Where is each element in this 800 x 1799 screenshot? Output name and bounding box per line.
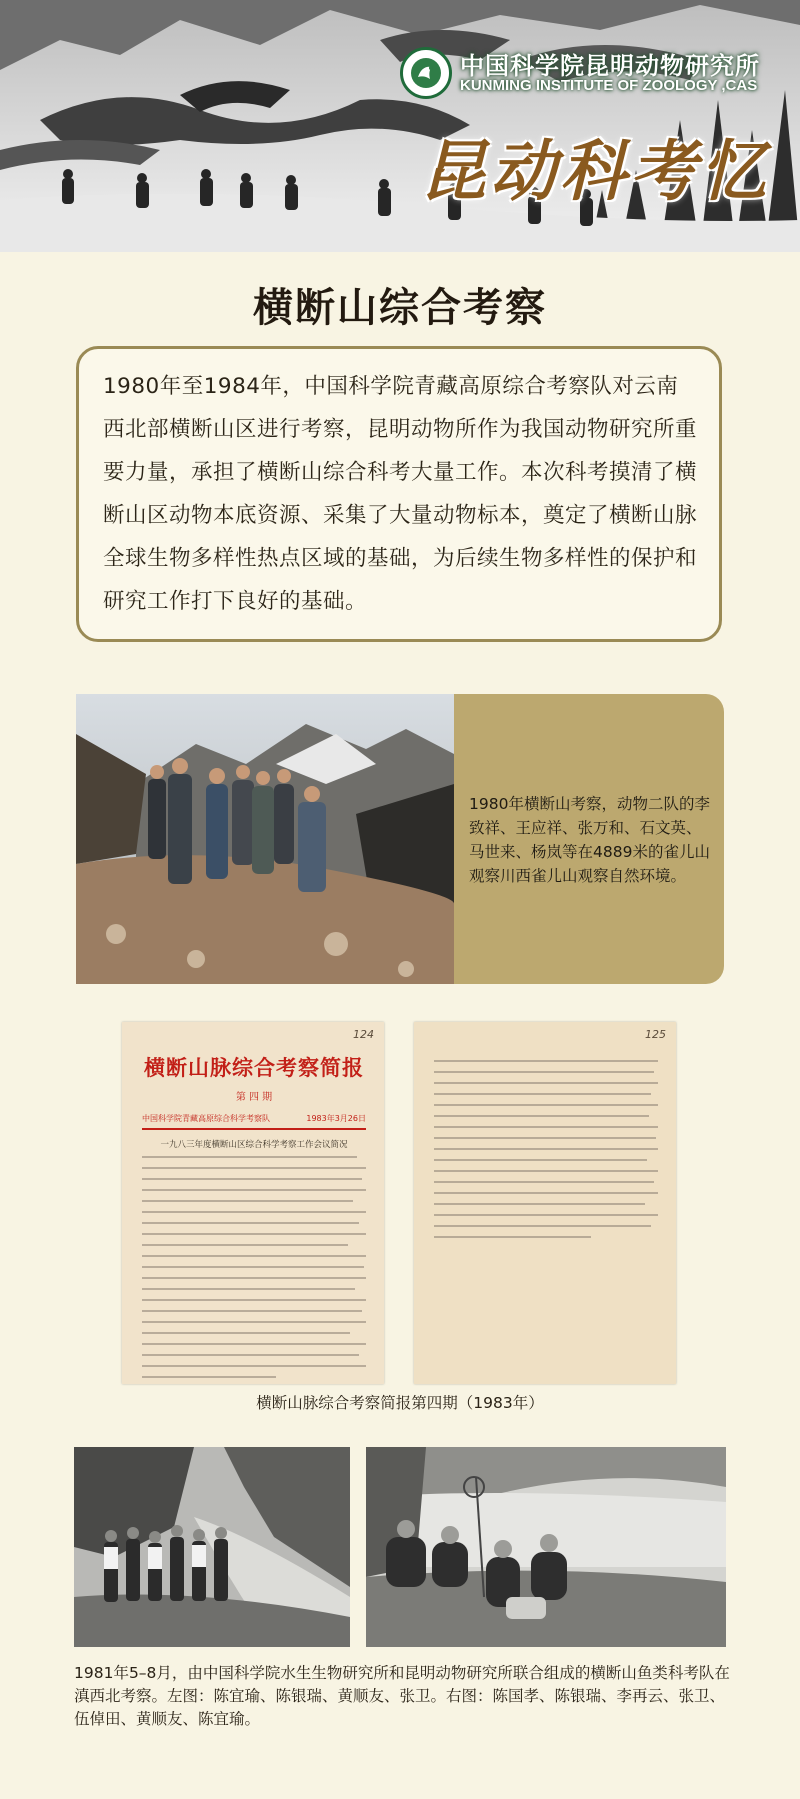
bulletin-body-text xyxy=(142,1156,366,1378)
expedition-photo-caption-panel xyxy=(454,694,724,984)
fish-team-photo-right xyxy=(366,1447,726,1647)
bulletin-date: 1983年3月26日 xyxy=(306,1114,366,1123)
intro-box xyxy=(76,346,722,642)
bulletin-rule xyxy=(142,1128,366,1130)
bulletin-masthead xyxy=(142,1113,366,1124)
bulletin-org: 中国科学院青藏高原综合科学考察队 xyxy=(142,1114,270,1123)
header-banner xyxy=(0,0,800,252)
page-number: 124 xyxy=(353,1028,374,1041)
expedition-photo-caption: 1980年横断山考察，动物二队的李致祥、王应祥、张万和、石文英、马世来、杨岚等在4889米的雀儿山观察川西雀儿山观察自然环境。 xyxy=(469,795,710,885)
fish-team-caption: 1981年5–8月，由中国科学院水生生物研究所和昆明动物研究所联合组成的横断山鱼类科考队在滇西北考察。左图：陈宜瑜、陈银瑞、黄顺友、张卫。右图：陈国孝、陈银瑞、李再云、张卫、伍倬田、黄顺友、陈宜瑜。 xyxy=(74,1664,730,1728)
institute-emblem-icon xyxy=(400,47,452,99)
institute-name-en: KUNMING INSTITUTE OF ZOOLOGY ,CAS xyxy=(460,76,758,94)
bulletin-body-text xyxy=(434,1060,658,1238)
intro-text: 1980年至1984年，中国科学院青藏高原综合考察队对云南西北部横断山区进行考察，昆明动物所作为我国动物研究所重要力量，承担了横断山综合科考大量工作。本次科考摸清了横断山区动物本底资源、采集了大量动物标本，奠定了横断山脉全球生物多样性热点区域的基础，为后续生物多样性的保护和研究工作打下良好的基础。 xyxy=(103,374,698,614)
fish-team-photo-left xyxy=(74,1447,350,1647)
page-title: 横断山综合考察 xyxy=(253,284,547,331)
bulletin-caption: 横断山脉综合考察简报第四期（1983年） xyxy=(256,1394,544,1412)
bulletin-subtitle: 一九八三年度横断山区综合科学考察工作会议简况 xyxy=(160,1140,348,1150)
institute-logo xyxy=(400,44,760,102)
bulletin-heading: 横断山脉综合考察简报 xyxy=(144,1055,364,1080)
bulletin-page-right xyxy=(414,1022,676,1384)
series-calligraphy-title: 昆动科考忆 xyxy=(420,132,770,210)
page-number: 125 xyxy=(645,1028,666,1041)
expedition-team-photo xyxy=(76,694,454,984)
bulletin-issue: 第 四 期 xyxy=(235,1092,273,1103)
institute-name-cn: 中国科学院昆明动物研究所 xyxy=(460,50,760,80)
bulletin-page-left xyxy=(122,1022,384,1384)
